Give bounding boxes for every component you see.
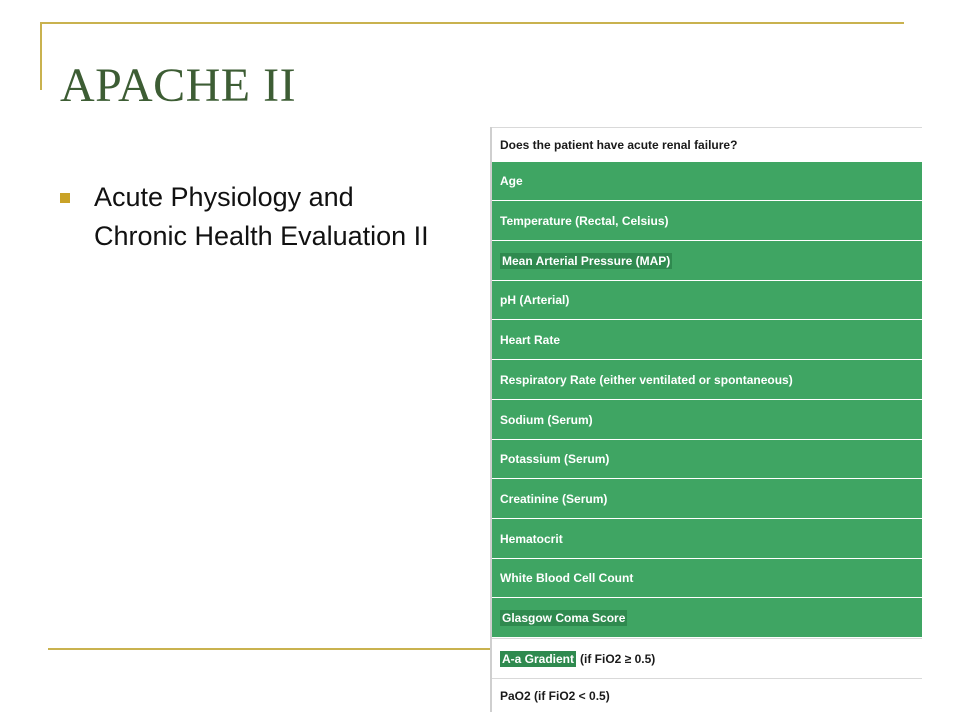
- table-row-label: Hematocrit: [500, 531, 563, 546]
- table-row-label: Potassium (Serum): [500, 452, 610, 466]
- frame-top-line: [40, 22, 904, 24]
- table-row-label: Heart Rate: [500, 332, 561, 347]
- table-row-label: Creatinine (Serum): [500, 491, 608, 506]
- table-row: [492, 678, 922, 712]
- table-row: [492, 479, 922, 519]
- frame-left-line: [40, 22, 42, 90]
- table-row-label: Age: [500, 174, 523, 188]
- table-row: [492, 638, 922, 678]
- bullet-marker: [60, 193, 70, 203]
- table-row: [492, 559, 922, 598]
- table-row-label: PaO2 (if FiO2 < 0.5): [500, 688, 610, 703]
- table-row: [492, 440, 922, 479]
- table-row: [492, 320, 922, 360]
- table-row: [492, 360, 922, 400]
- slide-title: APACHE II: [60, 59, 297, 112]
- table-row: [492, 281, 922, 320]
- table-row: [492, 127, 922, 162]
- table-row-label: pH (Arterial): [500, 293, 570, 307]
- table-row-suffix: (if FiO2 ≥ 0.5): [580, 651, 656, 666]
- table-row: [492, 162, 922, 201]
- table-row: [492, 519, 922, 559]
- table-row-label: Sodium (Serum): [500, 412, 593, 427]
- table-row-label: A-a Gradient: [502, 651, 575, 666]
- table-row: [492, 201, 922, 241]
- table-row-label: Glasgow Coma Score: [502, 610, 626, 625]
- table-row-label: White Blood Cell Count: [500, 571, 634, 585]
- table-row-label: Temperature (Rectal, Celsius): [500, 213, 669, 228]
- apache-parameters-table: [490, 127, 922, 712]
- table-row: [492, 400, 922, 440]
- table-row: [492, 598, 922, 638]
- table-row-label: Respiratory Rate (either ventilated or spontaneous): [500, 372, 793, 387]
- table-row-label: Mean Arterial Pressure (MAP): [502, 253, 671, 268]
- bullet-text: Acute Physiology and Chronic Health Evaluation II: [94, 182, 429, 251]
- table-row-label: Does the patient have acute renal failure?: [500, 138, 738, 152]
- table-row: [492, 241, 922, 281]
